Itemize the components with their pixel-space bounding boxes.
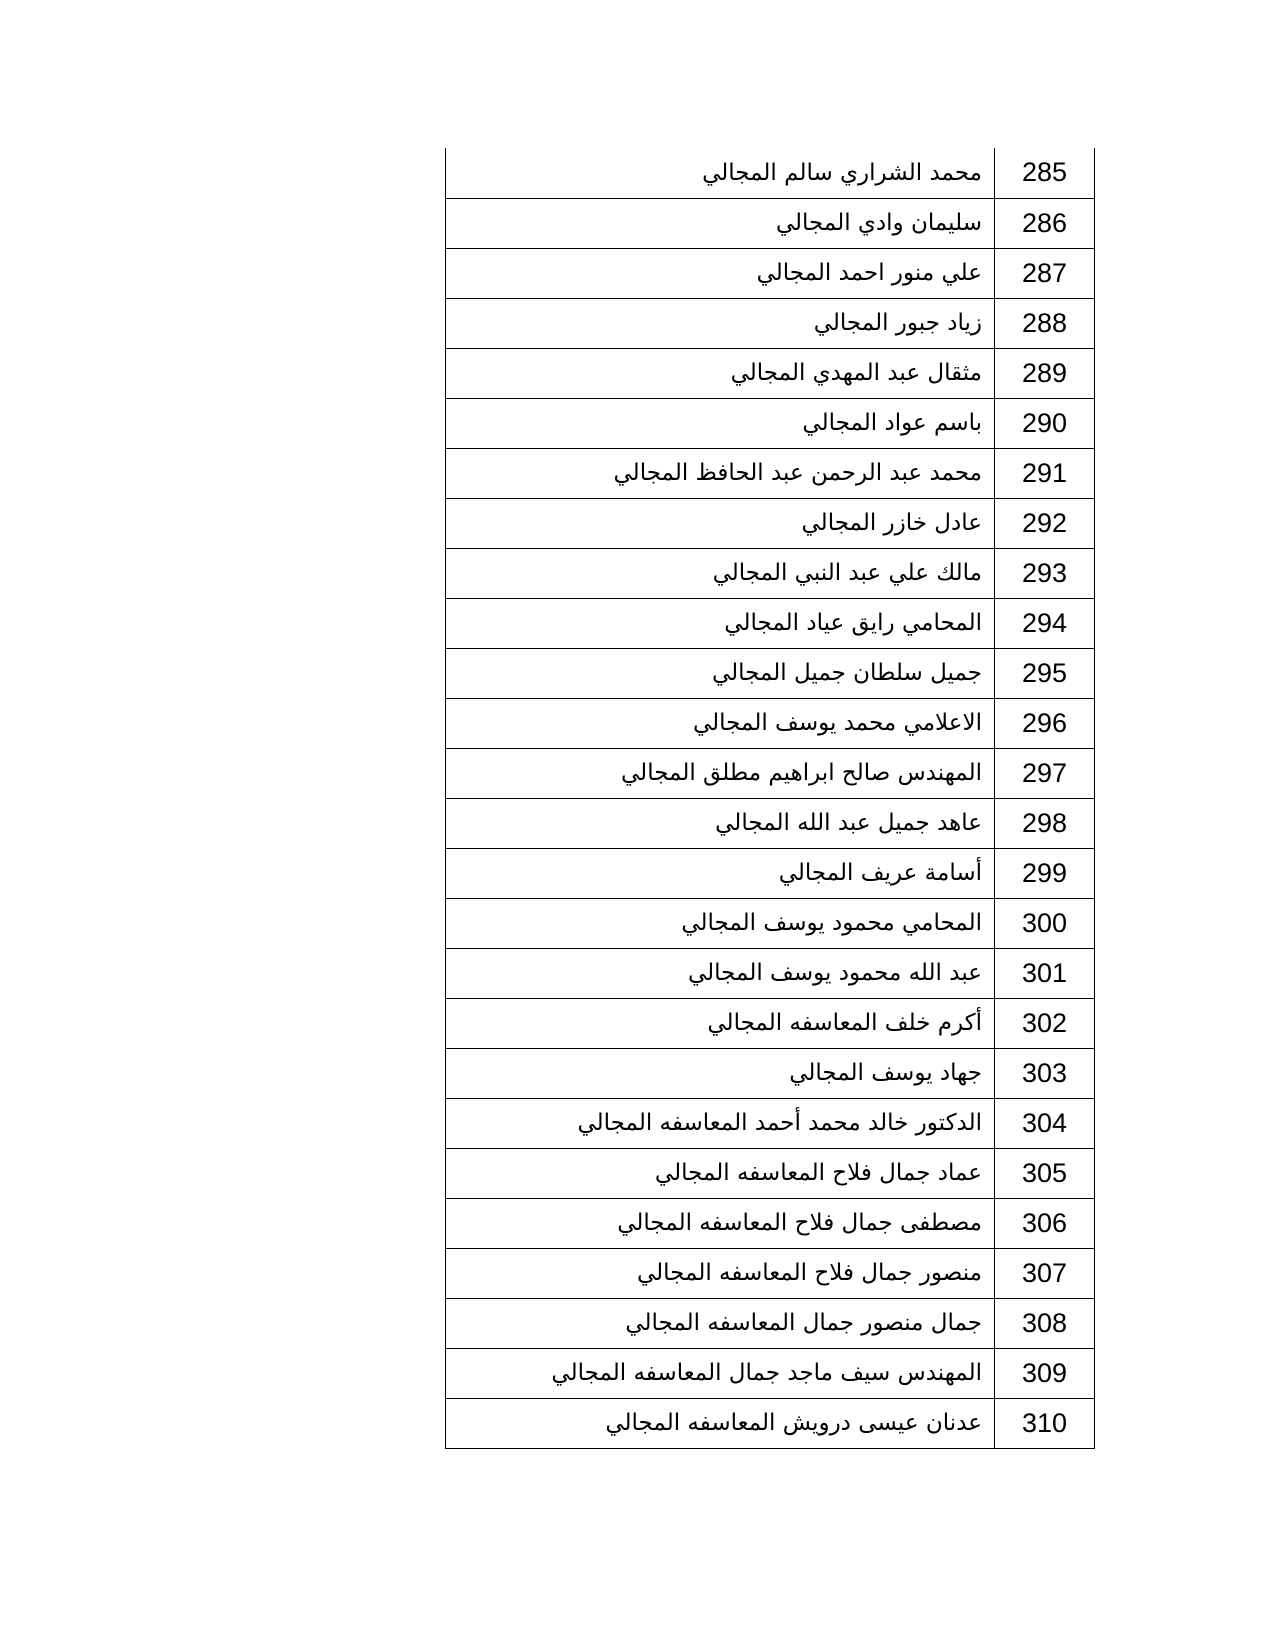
number-cell: 302 — [995, 998, 1095, 1048]
table-row — [446, 998, 1095, 1048]
name-cell: المحامي محمود يوسف المجالي — [446, 898, 995, 948]
table-row — [446, 1098, 1095, 1148]
table-row — [446, 298, 1095, 348]
name-cell: سليمان وادي المجالي — [446, 198, 995, 248]
table-row — [446, 1348, 1095, 1398]
name-cell: محمد الشراري سالم المجالي — [446, 148, 995, 198]
name-cell: جميل سلطان جميل المجالي — [446, 648, 995, 698]
table-body — [446, 148, 1095, 1448]
table-row — [446, 748, 1095, 798]
number-cell: 291 — [995, 448, 1095, 498]
table-row — [446, 348, 1095, 398]
number-cell: 287 — [995, 248, 1095, 298]
number-cell: 288 — [995, 298, 1095, 348]
table-row — [446, 248, 1095, 298]
name-cell: عماد جمال فلاح المعاسفه المجالي — [446, 1148, 995, 1198]
name-cell: مالك علي عبد النبي المجالي — [446, 548, 995, 598]
number-cell: 290 — [995, 398, 1095, 448]
table-row — [446, 148, 1095, 198]
table-row — [446, 848, 1095, 898]
name-cell: منصور جمال فلاح المعاسفه المجالي — [446, 1248, 995, 1298]
name-cell: مصطفى جمال فلاح المعاسفه المجالي — [446, 1198, 995, 1248]
table-row — [446, 398, 1095, 448]
number-cell: 307 — [995, 1248, 1095, 1298]
number-cell: 297 — [995, 748, 1095, 798]
name-cell: أكرم خلف المعاسفه المجالي — [446, 998, 995, 1048]
table-row — [446, 548, 1095, 598]
table-row — [446, 498, 1095, 548]
name-cell: الاعلامي محمد يوسف المجالي — [446, 698, 995, 748]
number-cell: 292 — [995, 498, 1095, 548]
table-row — [446, 1198, 1095, 1248]
name-cell: جمال منصور جمال المعاسفه المجالي — [446, 1298, 995, 1348]
table-row — [446, 648, 1095, 698]
number-cell: 300 — [995, 898, 1095, 948]
table-row — [446, 698, 1095, 748]
name-cell: عادل خازر المجالي — [446, 498, 995, 548]
name-cell: محمد عبد الرحمن عبد الحافظ المجالي — [446, 448, 995, 498]
name-cell: عدنان عيسى درويش المعاسفه المجالي — [446, 1398, 995, 1448]
name-cell: مثقال عبد المهدي المجالي — [446, 348, 995, 398]
table-row — [446, 198, 1095, 248]
name-cell: الدكتور خالد محمد أحمد المعاسفه المجالي — [446, 1098, 995, 1148]
table-row — [446, 1298, 1095, 1348]
number-cell: 293 — [995, 548, 1095, 598]
table-row — [446, 898, 1095, 948]
number-cell: 301 — [995, 948, 1095, 998]
name-cell: عبد الله محمود يوسف المجالي — [446, 948, 995, 998]
name-cell: أسامة عريف المجالي — [446, 848, 995, 898]
name-cell: علي منور احمد المجالي — [446, 248, 995, 298]
table-row — [446, 1398, 1095, 1448]
name-cell: جهاد يوسف المجالي — [446, 1048, 995, 1098]
number-cell: 304 — [995, 1098, 1095, 1148]
name-cell: زياد جبور المجالي — [446, 298, 995, 348]
number-cell: 299 — [995, 848, 1095, 898]
number-cell: 296 — [995, 698, 1095, 748]
number-cell: 294 — [995, 598, 1095, 648]
number-cell: 309 — [995, 1348, 1095, 1398]
table-row — [446, 1048, 1095, 1098]
number-cell: 305 — [995, 1148, 1095, 1198]
number-cell: 306 — [995, 1198, 1095, 1248]
table-row — [446, 1248, 1095, 1298]
table-row — [446, 948, 1095, 998]
name-cell: باسم عواد المجالي — [446, 398, 995, 448]
table-row — [446, 448, 1095, 498]
number-cell: 295 — [995, 648, 1095, 698]
name-cell: عاهد جميل عبد الله المجالي — [446, 798, 995, 848]
number-cell: 289 — [995, 348, 1095, 398]
names-table — [445, 148, 1095, 1449]
number-cell: 308 — [995, 1298, 1095, 1348]
table-row — [446, 798, 1095, 848]
number-cell: 286 — [995, 198, 1095, 248]
name-cell: المهندس سيف ماجد جمال المعاسفه المجالي — [446, 1348, 995, 1398]
number-cell: 310 — [995, 1398, 1095, 1448]
number-cell: 303 — [995, 1048, 1095, 1098]
table-row — [446, 1148, 1095, 1198]
table-row — [446, 598, 1095, 648]
name-cell: المهندس صالح ابراهيم مطلق المجالي — [446, 748, 995, 798]
number-cell: 298 — [995, 798, 1095, 848]
name-cell: المحامي رايق عياد المجالي — [446, 598, 995, 648]
number-cell: 285 — [995, 148, 1095, 198]
